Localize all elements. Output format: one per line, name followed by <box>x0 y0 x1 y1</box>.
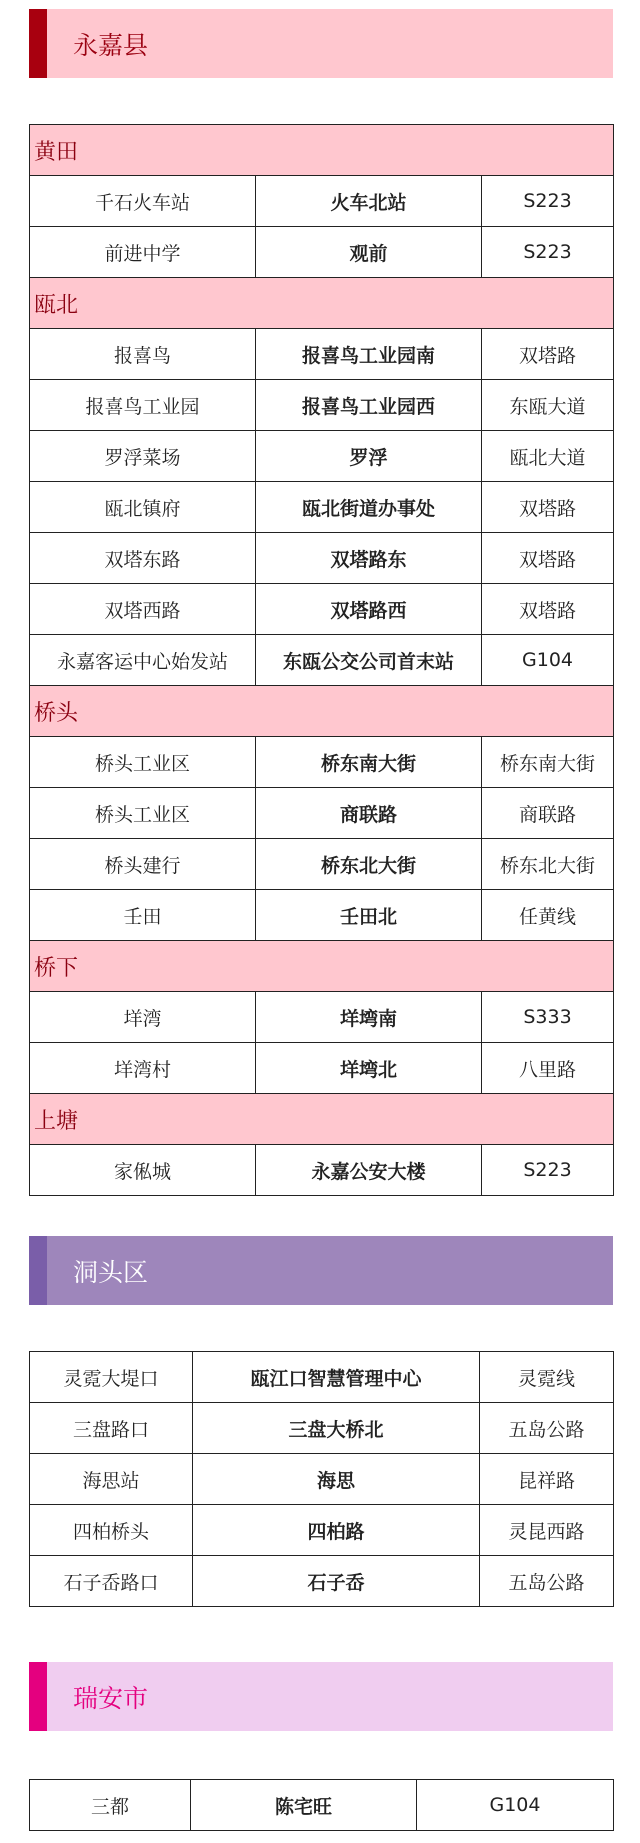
table-row <box>30 431 614 482</box>
road-name: S333 <box>482 992 614 1043</box>
new-stop-name: 壬田北 <box>256 890 482 941</box>
table-row <box>30 1505 614 1556</box>
table-row <box>30 329 614 380</box>
section-title: 瑞安市 <box>73 1683 149 1713</box>
road-name: 五岛公路 <box>480 1556 614 1607</box>
road-name: G104 <box>417 1780 614 1831</box>
ruian-station-table <box>29 1779 614 1831</box>
road-name: 双塔路 <box>482 482 614 533</box>
original-stop-name: 桥头工业区 <box>30 737 256 788</box>
new-stop-name: 海思 <box>193 1454 480 1505</box>
group-row <box>30 278 614 329</box>
section-title: 洞头区 <box>73 1257 149 1287</box>
original-stop-name: 四柏桥头 <box>30 1505 193 1556</box>
yongjia-station-table <box>29 124 614 1196</box>
table-row <box>30 1043 614 1094</box>
road-name: 商联路 <box>482 788 614 839</box>
section-accent-bar <box>29 9 47 78</box>
new-stop-name: 观前 <box>256 227 482 278</box>
new-stop-name: 瓯北街道办事处 <box>256 482 482 533</box>
original-stop-name: 桥头工业区 <box>30 788 256 839</box>
new-stop-name: 瓯江口智慧管理中心 <box>193 1352 480 1403</box>
group-name: 桥头 <box>30 686 614 737</box>
group-name: 黄田 <box>30 125 614 176</box>
original-stop-name: 永嘉客运中心始发站 <box>30 635 256 686</box>
table-row <box>30 533 614 584</box>
new-stop-name: 陈宅旺 <box>191 1780 417 1831</box>
road-name: 八里路 <box>482 1043 614 1094</box>
table-row <box>30 1780 614 1831</box>
original-stop-name: 灵霓大堤口 <box>30 1352 193 1403</box>
section-accent-bar <box>29 1236 47 1305</box>
road-name: 东瓯大道 <box>482 380 614 431</box>
table-row <box>30 380 614 431</box>
table-row <box>30 788 614 839</box>
table-row <box>30 737 614 788</box>
group-name: 上塘 <box>30 1094 614 1145</box>
original-stop-name: 家俬城 <box>30 1145 256 1196</box>
road-name: 双塔路 <box>482 329 614 380</box>
original-stop-name: 双塔东路 <box>30 533 256 584</box>
table-row <box>30 1352 614 1403</box>
road-name: 双塔路 <box>482 533 614 584</box>
original-stop-name: 海思站 <box>30 1454 193 1505</box>
table-row <box>30 482 614 533</box>
new-stop-name: 报喜鸟工业园西 <box>256 380 482 431</box>
table-row <box>30 1145 614 1196</box>
road-name: S223 <box>482 227 614 278</box>
new-stop-name: 垟塆南 <box>256 992 482 1043</box>
section-header-yongjia <box>29 9 613 78</box>
new-stop-name: 双塔路东 <box>256 533 482 584</box>
table-row <box>30 992 614 1043</box>
new-stop-name: 罗浮 <box>256 431 482 482</box>
original-stop-name: 瓯北镇府 <box>30 482 256 533</box>
road-name: G104 <box>482 635 614 686</box>
original-stop-name: 千石火车站 <box>30 176 256 227</box>
new-stop-name: 石子岙 <box>193 1556 480 1607</box>
table-row <box>30 584 614 635</box>
group-name: 瓯北 <box>30 278 614 329</box>
group-row <box>30 1094 614 1145</box>
new-stop-name: 商联路 <box>256 788 482 839</box>
new-stop-name: 桥东北大街 <box>256 839 482 890</box>
new-stop-name: 火车北站 <box>256 176 482 227</box>
road-name: 灵昆西路 <box>480 1505 614 1556</box>
table-row <box>30 176 614 227</box>
original-stop-name: 三都 <box>30 1780 191 1831</box>
original-stop-name: 垟湾村 <box>30 1043 256 1094</box>
original-stop-name: 罗浮菜场 <box>30 431 256 482</box>
new-stop-name: 报喜鸟工业园南 <box>256 329 482 380</box>
original-stop-name: 垟湾 <box>30 992 256 1043</box>
table-row <box>30 890 614 941</box>
original-stop-name: 壬田 <box>30 890 256 941</box>
table-row <box>30 1556 614 1607</box>
section-header-ruian <box>29 1662 613 1731</box>
group-row <box>30 125 614 176</box>
new-stop-name: 双塔路西 <box>256 584 482 635</box>
road-name: 灵霓线 <box>480 1352 614 1403</box>
group-row <box>30 941 614 992</box>
original-stop-name: 石子岙路口 <box>30 1556 193 1607</box>
section-accent-bar <box>29 1662 47 1731</box>
original-stop-name: 报喜鸟工业园 <box>30 380 256 431</box>
new-stop-name: 三盘大桥北 <box>193 1403 480 1454</box>
table-row <box>30 839 614 890</box>
section-header-dongtou <box>29 1236 613 1305</box>
new-stop-name: 垟塆北 <box>256 1043 482 1094</box>
table-row <box>30 635 614 686</box>
road-name: S223 <box>482 1145 614 1196</box>
original-stop-name: 桥头建行 <box>30 839 256 890</box>
road-name: 任黄线 <box>482 890 614 941</box>
group-name: 桥下 <box>30 941 614 992</box>
road-name: S223 <box>482 176 614 227</box>
original-stop-name: 三盘路口 <box>30 1403 193 1454</box>
road-name: 桥东北大街 <box>482 839 614 890</box>
road-name: 桥东南大街 <box>482 737 614 788</box>
original-stop-name: 双塔西路 <box>30 584 256 635</box>
road-name: 昆祥路 <box>480 1454 614 1505</box>
table-row <box>30 1403 614 1454</box>
road-name: 双塔路 <box>482 584 614 635</box>
section-title: 永嘉县 <box>73 30 149 60</box>
table-row <box>30 1454 614 1505</box>
new-stop-name: 东瓯公交公司首末站 <box>256 635 482 686</box>
road-name: 瓯北大道 <box>482 431 614 482</box>
new-stop-name: 永嘉公安大楼 <box>256 1145 482 1196</box>
original-stop-name: 前进中学 <box>30 227 256 278</box>
dongtou-station-table <box>29 1351 614 1607</box>
table-row <box>30 227 614 278</box>
original-stop-name: 报喜鸟 <box>30 329 256 380</box>
road-name: 五岛公路 <box>480 1403 614 1454</box>
group-row <box>30 686 614 737</box>
new-stop-name: 桥东南大街 <box>256 737 482 788</box>
new-stop-name: 四柏路 <box>193 1505 480 1556</box>
